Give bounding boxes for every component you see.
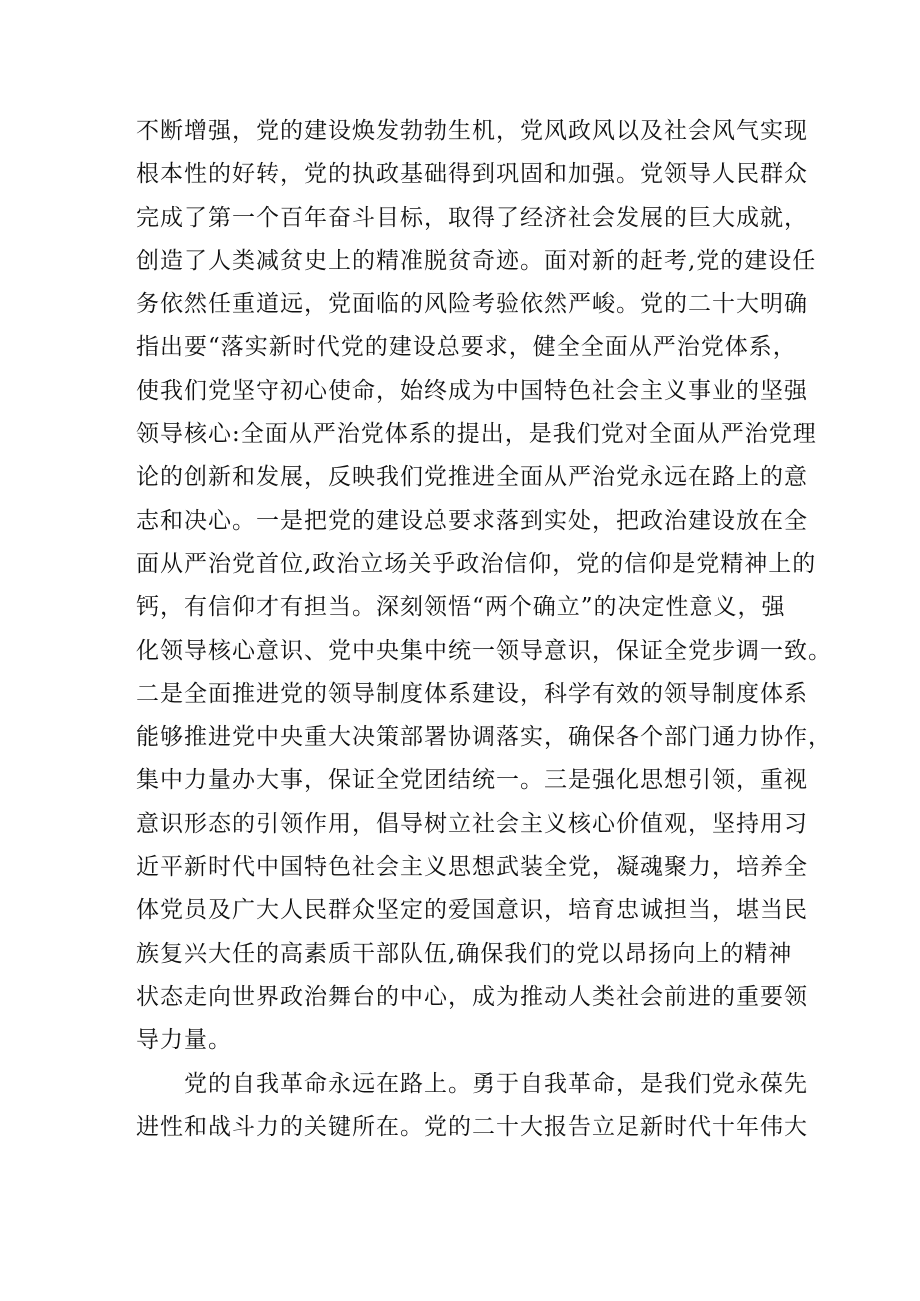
text-line: 使我们党坚守初心使命，始终成为中国特色社会主义事业的坚强 xyxy=(136,377,808,404)
text-line: 务依然任重道远，党面临的风险考验依然严峻。党的二十大明确 xyxy=(136,291,808,318)
text-line: 能够推进党中央重大决策部署协调落实，确保各个部门通力协作， xyxy=(136,724,832,751)
text-line: 创造了人类减贫史上的精准脱贫奇迹。面对新的赶考,党的建设任 xyxy=(136,247,817,274)
text-line: 进性和战斗力的关键所在。党的二十大报告立足新时代十年伟大 xyxy=(136,1113,808,1140)
paragraph-2 xyxy=(136,1063,808,1150)
text-line: 论的创新和发展，反映我们党推进全面从严治党永远在路上的意 xyxy=(136,464,808,491)
text-line: 根本性的好转，党的执政基础得到巩固和加强。党领导人民群众 xyxy=(136,161,808,188)
text-line: 体党员及广大人民群众坚定的爱国意识，培育忠诚担当，堪当民 xyxy=(136,897,808,924)
text-line: 志和决心。一是把党的建设总要求落到实处，把政治建设放在全 xyxy=(136,507,808,534)
text-line: 意识形态的引领作用，倡导树立社会主义核心价值观，坚持用习 xyxy=(136,810,808,837)
text-line: 化领导核心意识、党中央集中统一领导意识，保证全党步调一致。 xyxy=(136,637,832,664)
text-line: 完成了第一个百年奋斗目标，取得了经济社会发展的巨大成就， xyxy=(136,204,808,231)
text-line: 集中力量办大事，保证全党团结统一。三是强化思想引领，重视 xyxy=(136,767,808,794)
text-line: 领导核心:全面从严治党体系的提出，是我们党对全面从严治党理 xyxy=(136,421,817,448)
text-line: 近平新时代中国特色社会主义思想武装全党，凝魂聚力，培养全 xyxy=(136,854,808,881)
text-line: 导力量。 xyxy=(136,1027,232,1054)
text-line: 族复兴大任的高素质干部队伍,确保我们的党以昂扬向上的精神 xyxy=(136,940,793,967)
text-line: 二是全面推进党的领导制度体系建设，科学有效的领导制度体系 xyxy=(136,680,808,707)
text-line: 党的自我革命永远在路上。勇于自我革命，是我们党永葆先 xyxy=(184,1070,808,1097)
body-text xyxy=(136,110,832,1149)
text-line: 钙，有信仰才有担当。深刻领悟“两个确立”的决定性意义，强 xyxy=(136,594,786,621)
text-line: 指出要“落实新时代党的建设总要求，健全全面从严治党体系， xyxy=(136,334,797,361)
text-line: 不断增强，党的建设焕发勃勃生机，党风政风以及社会风气实现 xyxy=(136,118,808,144)
text-line: 状态走向世界政治舞台的中心，成为推动人类社会前进的重要领 xyxy=(136,983,808,1010)
text-line: 面从严治党首位,政治立场关乎政治信仰，党的信仰是党精神上的 xyxy=(136,550,817,577)
paragraph-1 xyxy=(136,110,832,1063)
